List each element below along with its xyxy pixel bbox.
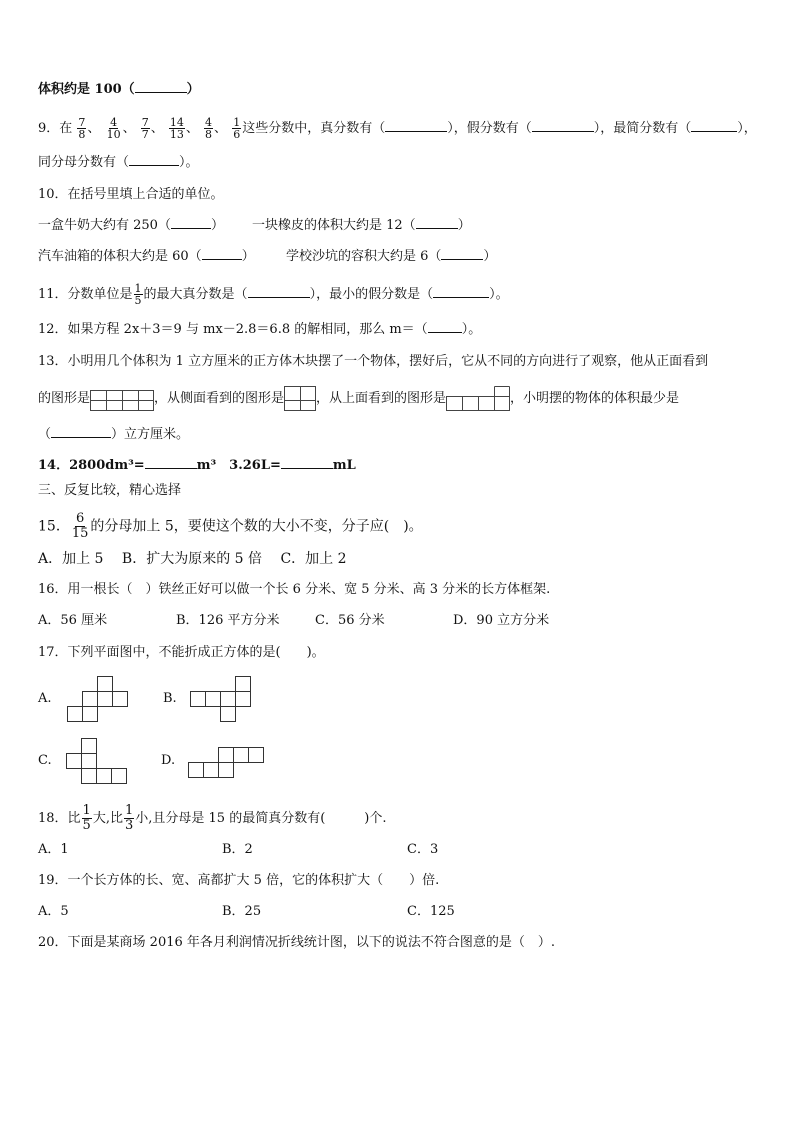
answer-blank[interactable] — [51, 425, 111, 438]
cube-net-C[interactable] — [66, 738, 128, 786]
option-19-A[interactable]: A．5 — [38, 904, 69, 919]
fraction: $\frac{4}{8}$ — [205, 116, 213, 141]
option-18-B[interactable]: B．2 — [222, 842, 253, 857]
text: 这些分数中，真分数有（ — [242, 121, 386, 136]
answer-blank[interactable] — [202, 247, 242, 260]
option-16-B[interactable]: B．126 平方分米 — [176, 613, 280, 628]
text: ） — [186, 82, 200, 97]
option-16-A[interactable]: A．56 厘米 — [38, 613, 108, 628]
question-17: 17．下列平面图中，不能折成正方体的是( )。 — [38, 645, 325, 660]
section-3-heading: 三、反复比较，精心选择 — [38, 483, 182, 498]
fraction: $\frac{4}{10}$ — [106, 116, 121, 141]
option-17-A-label[interactable]: A. — [38, 691, 52, 706]
cube-net-B[interactable] — [190, 676, 254, 724]
option-19-C[interactable]: C．125 — [407, 904, 455, 919]
front-view-figure — [90, 386, 154, 412]
option-19-B[interactable]: B．25 — [222, 904, 262, 919]
question-20: 20．下面是某商场 2016 年各月利润情况折线统计图，以下的说法不符合图意的是（ ）. — [38, 935, 556, 950]
question-10-a: 一盒牛奶大约有 250（ ） — [38, 218, 224, 233]
option-16-D[interactable]: D．90 立方分米 — [453, 613, 550, 628]
question-13: 13．小明用几个体积为 1 立方厘米的正方体木块摆了一个物体，摆好后，它从不同的方向进行了观察，他从正面看到 — [38, 354, 709, 369]
fraction: $\frac{14}{13}$ — [169, 116, 184, 141]
fraction: $\frac{6}{15}$ — [71, 511, 89, 541]
answer-blank[interactable] — [385, 119, 447, 132]
cube-net-A[interactable] — [67, 676, 129, 724]
answer-blank[interactable] — [129, 153, 179, 166]
question-18: 18．比 $\frac{1}{5}$ 大,比 $\frac{1}{3}$ 小,且分母是 15 的最简真分数有( )个. — [38, 803, 387, 833]
question-number: 9．在 — [38, 121, 73, 136]
fraction: $\frac{1}{5}$ — [134, 282, 142, 307]
answer-blank[interactable] — [248, 285, 310, 298]
question-13-line2: 的图形是 ，从侧面看到的图形是 ，从上面看到的图形是 ，小明摆的物体的体积最少是 — [38, 385, 679, 413]
question-10: 10．在括号里填上合适的单位。 — [38, 187, 224, 202]
question-15: 15． $\frac{6}{15}$ 的分母加上 5，要使这个数的大小不变，分子应( )。 — [38, 511, 423, 541]
side-view-figure — [284, 386, 316, 412]
question-9: 9．在 $\frac{7}{8}$ 、 $\frac{4}{10}$ 、 $\frac{7}{7}$ 、 $\frac{14}{13}$ 、 $\frac{4}{8}$ 、 $\frac{1}{6}$ 这些分数中，真分数有（ ），假分数有（ ），最简分数有（ ）， — [38, 116, 757, 141]
q8-tail — [38, 80, 200, 100]
fraction: $\frac{1}{5}$ — [82, 803, 91, 833]
question-16: 16．用一根长（ ）铁丝正好可以做一个长 6 分米、宽 5 分米、高 3 分米的长方体框架. — [38, 582, 551, 597]
question-10-d: 学校沙坑的容积大约是 6（ ） — [286, 249, 497, 264]
question-10-b: 一块橡皮的体积大约是 12（ ） — [252, 218, 471, 233]
text: 体积约是 100（ — [38, 82, 135, 97]
question-19: 19．一个长方体的长、宽、高都扩大 5 倍，它的体积扩大（ ）倍. — [38, 873, 440, 888]
answer-blank[interactable] — [532, 119, 594, 132]
option-17-B-label[interactable]: B. — [163, 691, 177, 706]
question-13-line3: （ ）立方厘米。 — [38, 427, 190, 442]
fraction: $\frac{1}{6}$ — [233, 116, 241, 141]
question-9-line2: 同分母分数有（ ）。 — [38, 155, 199, 170]
answer-blank[interactable] — [428, 320, 462, 333]
option-16-C[interactable]: C．56 分米 — [315, 613, 385, 628]
answer-blank[interactable] — [416, 216, 458, 229]
answer-blank[interactable] — [281, 456, 333, 469]
fraction: $\frac{1}{3}$ — [124, 803, 134, 833]
answer-blank[interactable] — [145, 456, 197, 469]
option-18-C[interactable]: C．3 — [407, 842, 439, 857]
option-18-A[interactable]: A．1 — [38, 842, 69, 857]
cube-net-D[interactable] — [188, 747, 266, 781]
question-11: 11．分数单位是 $\frac{1}{5}$ 的最大真分数是（ ），最小的假分数是（ ）。 — [38, 282, 509, 307]
question-12: 12．如果方程 2x＋3＝9 与 mx－2.8＝6.8 的解相同，那么 m＝（ ）。 — [38, 322, 482, 337]
question-15-options: A．加上 5 B．扩大为原来的 5 倍 C．加上 2 — [38, 551, 347, 567]
question-14: 14．2800dm³= m³ 3.26L= mL — [38, 458, 356, 473]
answer-blank[interactable] — [691, 119, 737, 132]
option-17-D-label[interactable]: D. — [161, 753, 176, 768]
answer-blank[interactable] — [441, 247, 483, 260]
option-17-C-label[interactable]: C. — [38, 753, 52, 768]
top-view-figure — [446, 386, 510, 412]
answer-blank[interactable] — [171, 216, 211, 229]
answer-blank[interactable] — [135, 80, 187, 93]
fraction: $\frac{7}{7}$ — [141, 116, 149, 141]
fraction: $\frac{7}{8}$ — [78, 116, 86, 141]
answer-blank[interactable] — [433, 285, 489, 298]
question-10-c: 汽车油箱的体积大约是 60（ ） — [38, 249, 255, 264]
